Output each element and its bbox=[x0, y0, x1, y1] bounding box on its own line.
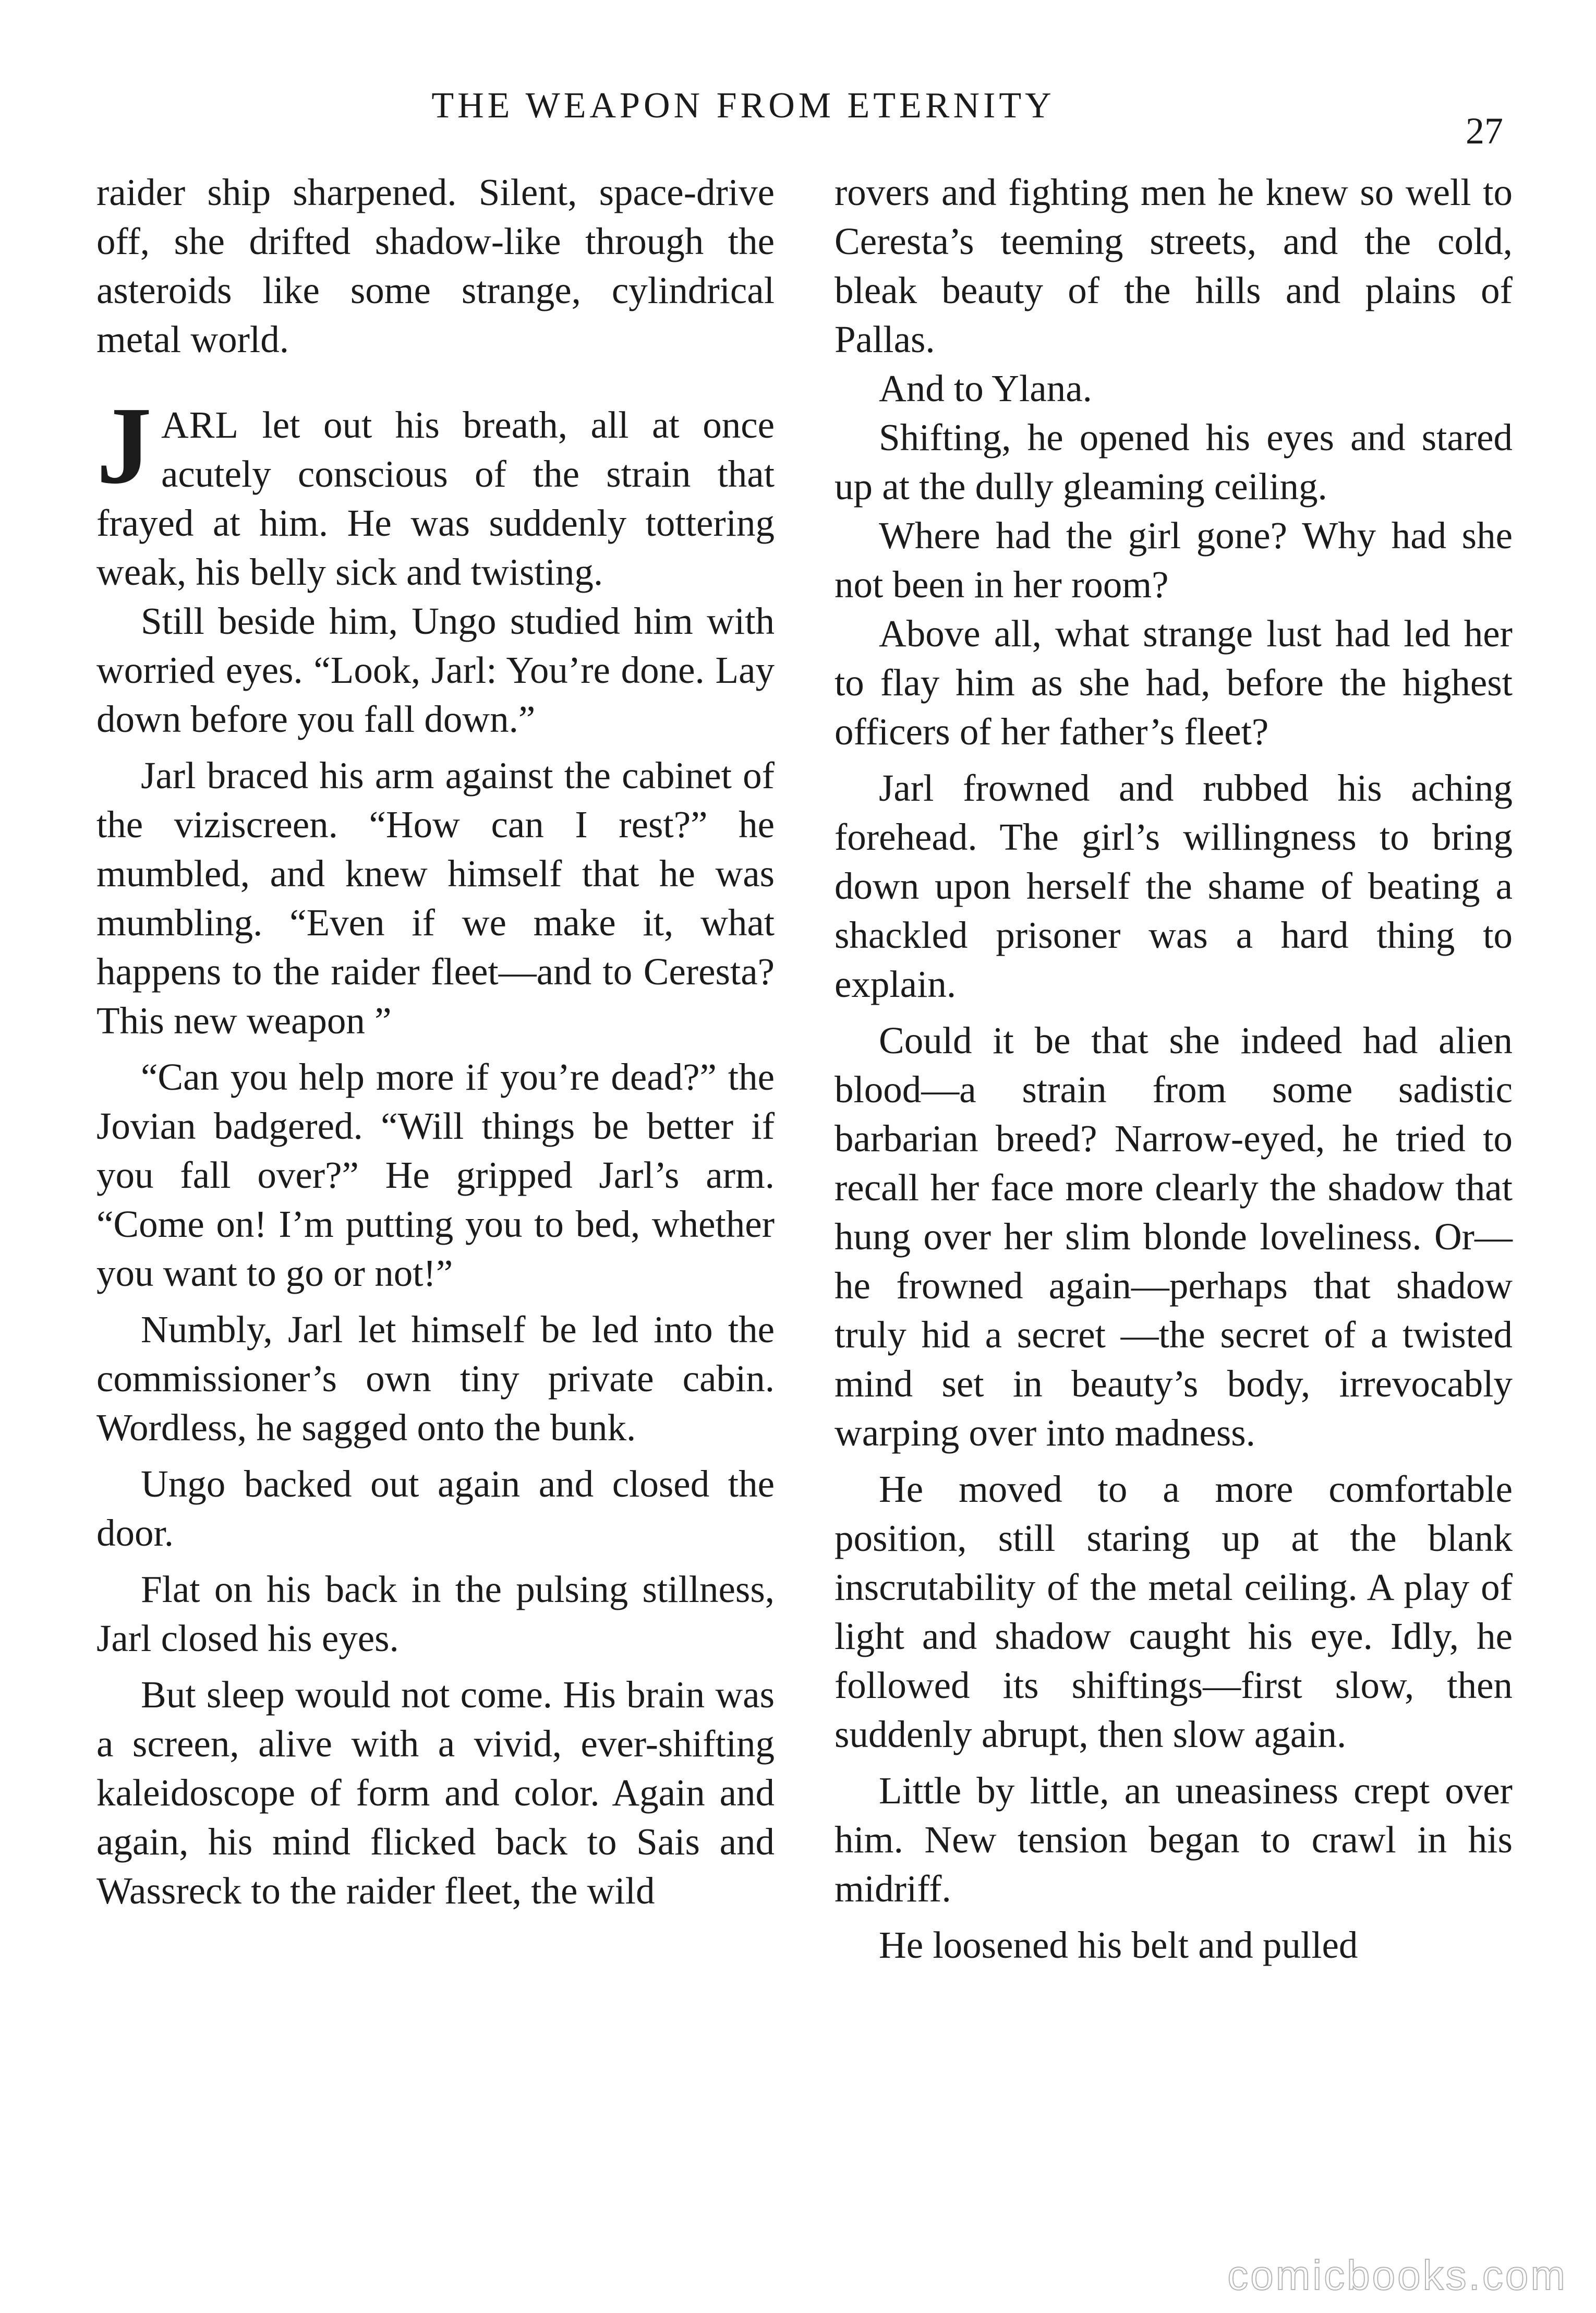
left-column bbox=[96, 168, 775, 1916]
drop-cap: J bbox=[96, 384, 152, 507]
paragraph: But sleep would not come. His brain was a screen, alive with a vivid, ever-shifting kaleidoscope of form and color. Again and again, his mind flicked back to Sais and Wassreck to the raider fleet, the wild bbox=[96, 1673, 775, 1912]
section-opening-paragraph bbox=[96, 384, 775, 597]
running-head: THE WEAPON FROM ETERNITY bbox=[431, 86, 1055, 126]
paragraph-text: let out his breath, all at once acutely conscious of the strain that frayed at him. He was suddenly tottering weak, his belly sick and twisting. bbox=[96, 404, 775, 593]
paragraph: He moved to a more comfortable position, still staring up at the blank inscrutability of the metal ceiling. A play of light and shadow caught his eye. Idly, he followed its shiftings—first slow, then suddenly abrupt, then slow again. bbox=[835, 1468, 1513, 1755]
paragraph: Numbly, Jarl let himself be led into the commissioner’s own tiny private cabin. Wordless, he sagged onto the bunk. bbox=[96, 1308, 775, 1449]
paragraph: Above all, what strange lust had led her to flay him as she had, before the highest officers of her father’s fleet? bbox=[835, 612, 1513, 753]
page-number: 27 bbox=[1466, 110, 1503, 152]
paragraph: Could it be that she indeed had alien blood—a strain from some sadistic barbarian breed? Narrow-eyed, he tried to recall her face more clearly the shadow that hung over her slim blonde loveliness. Or—he frowned again—perhaps that shadow truly hid a secret —the secret of a twisted mind set in beauty’s body, irrevocably warping over into madness. bbox=[835, 1019, 1513, 1454]
paragraph: Ungo backed out again and closed the door. bbox=[96, 1463, 775, 1554]
paragraph: “Can you help more if you’re dead?” the Jovian badgered. “Will things be better if you fall over?” He gripped Jarl’s arm. “Come on! I’m putting you to bed, whether you want to go or not!” bbox=[96, 1056, 775, 1294]
right-column bbox=[835, 168, 1513, 1970]
paragraph: rovers and fighting men he knew so well to Ceresta’s teeming streets, and the cold, bleak beauty of the hills and plains of Pallas. bbox=[835, 171, 1513, 360]
paragraph: He loosened his belt and pulled bbox=[879, 1924, 1358, 1966]
paragraph: Jarl braced his arm against the cabinet of the viziscreen. “How can I rest?” he mumbled, and knew himself that he was mumbling. “Even if we make it, what happens to the raider fleet—and to Ceresta? This new weapon ” bbox=[96, 754, 775, 1042]
drop-cap-continuation: ARL bbox=[161, 404, 239, 446]
paragraph: Flat on his back in the pulsing stillness, Jarl closed his eyes. bbox=[96, 1568, 775, 1659]
site-watermark: comicbooks.com bbox=[1227, 2252, 1567, 2298]
paragraph: Still beside him, Ungo studied him with worried eyes. “Look, Jarl: You’re done. Lay down before you fall down.” bbox=[96, 600, 775, 740]
paragraph: Jarl frowned and rubbed his aching forehead. The girl’s willingness to bring down upon herself the shame of beating a shackled prisoner was a hard thing to explain. bbox=[835, 767, 1513, 1005]
paragraph: And to Ylana. bbox=[879, 367, 1092, 409]
paragraph: raider ship sharpened. Silent, space-drive off, she drifted shadow-like through the asteroids like some strange, cylindrical metal world. bbox=[96, 171, 775, 360]
paragraph: Where had the girl gone? Why had she not been in her room? bbox=[835, 514, 1513, 606]
paragraph: Little by little, an uneasiness crept over him. New tension began to crawl in his midriff. bbox=[835, 1769, 1513, 1910]
paragraph: Shifting, he opened his eyes and stared up at the dully gleaming ceiling. bbox=[835, 416, 1513, 508]
